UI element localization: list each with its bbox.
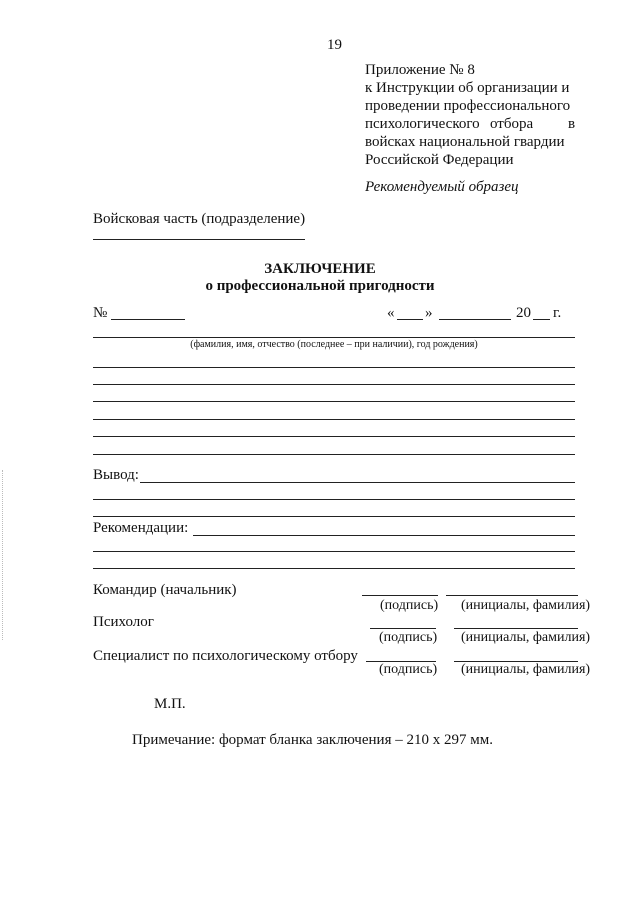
date-year-field[interactable] (533, 319, 550, 320)
commander-initials-field[interactable] (446, 595, 578, 596)
date-quote-close: » (425, 305, 433, 321)
specialist-initials-caption: (инициалы, фамилия) (461, 662, 591, 677)
text-line[interactable] (93, 454, 575, 455)
commander-initials-caption: (инициалы, фамилия) (461, 598, 591, 613)
date-year-suffix: г. (553, 305, 562, 321)
date-day-field[interactable] (397, 319, 423, 320)
stamp-label: М.П. (154, 696, 186, 712)
document-title: ЗАКЛЮЧЕНИЕ (264, 261, 376, 277)
psychologist-initials-field[interactable] (454, 628, 578, 629)
text-line[interactable] (93, 367, 575, 368)
commander-label: Командир (начальник) (93, 582, 237, 598)
person-field[interactable] (93, 337, 575, 338)
unit-label: Войсковая часть (подразделение) (93, 211, 306, 227)
number-field[interactable] (111, 319, 185, 320)
appendix-line-4: войсках национальной гвардии (365, 134, 565, 150)
appendix-line-2: проведении профессионального (365, 98, 571, 114)
commander-signature-field[interactable] (362, 595, 438, 596)
unit-line (93, 239, 305, 240)
conclusion-line[interactable] (93, 499, 575, 500)
conclusion-label: Вывод: (93, 467, 139, 483)
appendix-line-3c: в (568, 116, 576, 132)
date-month-field[interactable] (439, 319, 511, 320)
appendix-line-5: Российской Федерации (365, 152, 514, 168)
date-quote-open: « (387, 305, 395, 321)
person-caption: (фамилия, имя, отчество (последнее – при наличии), год рождения) (190, 339, 478, 350)
psychologist-signature-field[interactable] (370, 628, 436, 629)
text-line[interactable] (93, 419, 575, 420)
document-subtitle: о профессиональной пригодности (205, 278, 435, 294)
psychologist-signature-caption: (подпись) (379, 630, 438, 645)
appendix-line-1: к Инструкции об организации и (365, 80, 570, 96)
scan-edge (2, 470, 3, 640)
appendix-line-3b: отбора (490, 116, 534, 132)
psychologist-initials-caption: (инициалы, фамилия) (461, 630, 591, 645)
recommendations-label: Рекомендации: (93, 520, 189, 536)
date-year-prefix: 20 (516, 305, 531, 321)
specialist-signature-caption: (подпись) (379, 662, 438, 677)
footnote: Примечание: формат бланка заключения – 210 х 297 мм. (132, 732, 493, 748)
sample-note: Рекомендуемый образец (365, 179, 519, 195)
text-line[interactable] (93, 436, 575, 437)
number-label: № (93, 305, 108, 321)
page-number: 19 (327, 37, 342, 53)
recommendations-line[interactable] (93, 551, 575, 552)
specialist-label: Специалист по психологическому отбору (93, 648, 358, 664)
text-line[interactable] (93, 384, 575, 385)
text-line[interactable] (93, 401, 575, 402)
commander-signature-caption: (подпись) (380, 598, 439, 613)
appendix-line-3a: психологического (365, 116, 480, 132)
recommendations-field[interactable] (193, 535, 575, 536)
conclusion-field[interactable] (140, 482, 575, 483)
psychologist-label: Психолог (93, 614, 154, 630)
conclusion-line[interactable] (93, 516, 575, 517)
recommendations-line[interactable] (93, 568, 575, 569)
appendix-title: Приложение № 8 (365, 62, 475, 78)
